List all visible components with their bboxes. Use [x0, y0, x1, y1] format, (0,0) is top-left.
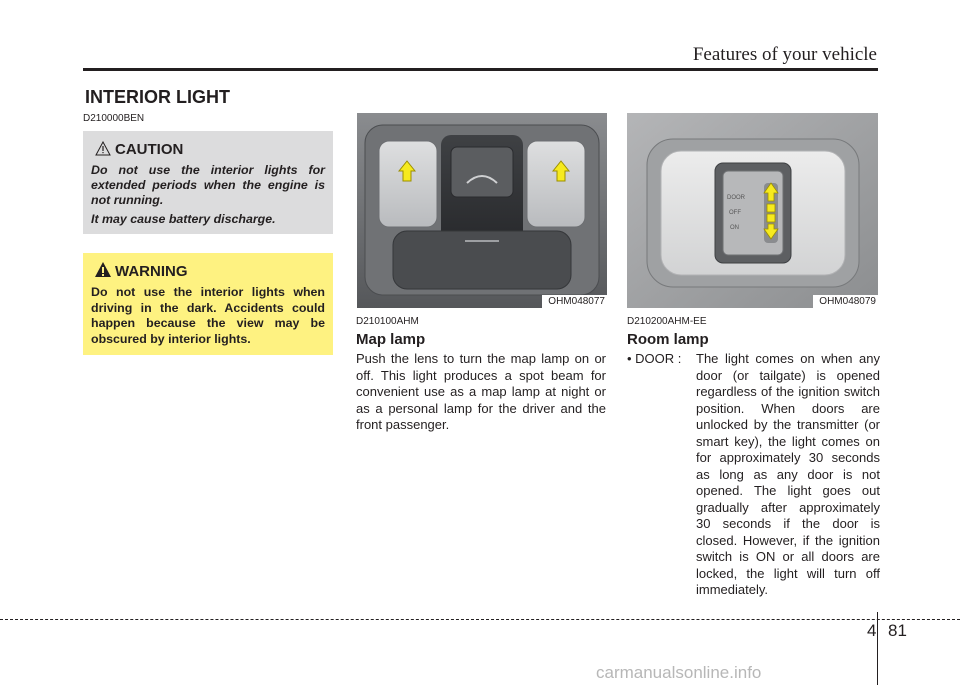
caution-title: CAUTION [115, 141, 184, 158]
room-lamp-title: Room lamp [627, 331, 709, 348]
section-code: D210000BEN [83, 113, 145, 124]
header-rule [83, 68, 878, 71]
room-lamp-image-label: OHM048079 [813, 295, 878, 308]
caution-text-2: It may cause battery discharge. [91, 212, 276, 226]
room-lamp-item-lead: • DOOR : [627, 351, 682, 366]
footer-dashed-rule [0, 619, 960, 620]
page-number-divider [877, 612, 878, 685]
room-lamp-photo [627, 113, 878, 308]
switch-label-door: DOOR [727, 195, 745, 201]
warning-triangle-icon [94, 261, 112, 278]
map-lamp-text: Push the lens to turn the map lamp on or off. This light produces a spot beam for convenient use as a map lamp at night or as a personal lamp for the driver and the front passenger. [356, 351, 606, 432]
switch-label-on: ON [730, 225, 739, 231]
caution-text-1: Do not use the interior lights for extended periods when the engine is not running. [91, 163, 325, 207]
room-lamp-illustration [627, 113, 878, 308]
map-lamp-photo [357, 113, 607, 308]
page-chapter: 4 [867, 621, 877, 640]
switch-label-off: OFF [729, 210, 741, 216]
room-lamp-item-text: The light comes on when any door (or tailgate) is opened regardless of the ignition switch position. When doors are unlocked by the transmitter (or smart key), the light comes on for approximately 30 seconds as long as any door is not opened. The light goes out gradually after approximately 30 seconds if the door is closed. However, if the ignition switch is ON or all doors are locked, the light will turn off immediately. [696, 351, 880, 597]
caution-box [83, 131, 333, 234]
caution-body [91, 163, 325, 231]
room-lamp-code: D210200AHM-EE [627, 316, 707, 327]
header-title: Features of your vehicle [692, 44, 877, 65]
map-lamp-title: Map lamp [356, 331, 426, 348]
footer-watermark: carmanualsonline.info [596, 663, 762, 682]
caution-triangle-icon [95, 141, 111, 156]
page-number: 81 [888, 621, 907, 640]
section-title: INTERIOR LIGHT [85, 87, 230, 107]
warning-title: WARNING [115, 263, 188, 280]
map-lamp-code: D210100AHM [356, 316, 419, 327]
warning-box [83, 253, 333, 355]
map-lamp-illustration [357, 113, 607, 308]
warning-body: Do not use the interior lights when driving in the dark. Accidents could happen because the view may be obscured by interior lights. [91, 285, 325, 346]
map-lamp-image-label: OHM048077 [542, 295, 607, 308]
